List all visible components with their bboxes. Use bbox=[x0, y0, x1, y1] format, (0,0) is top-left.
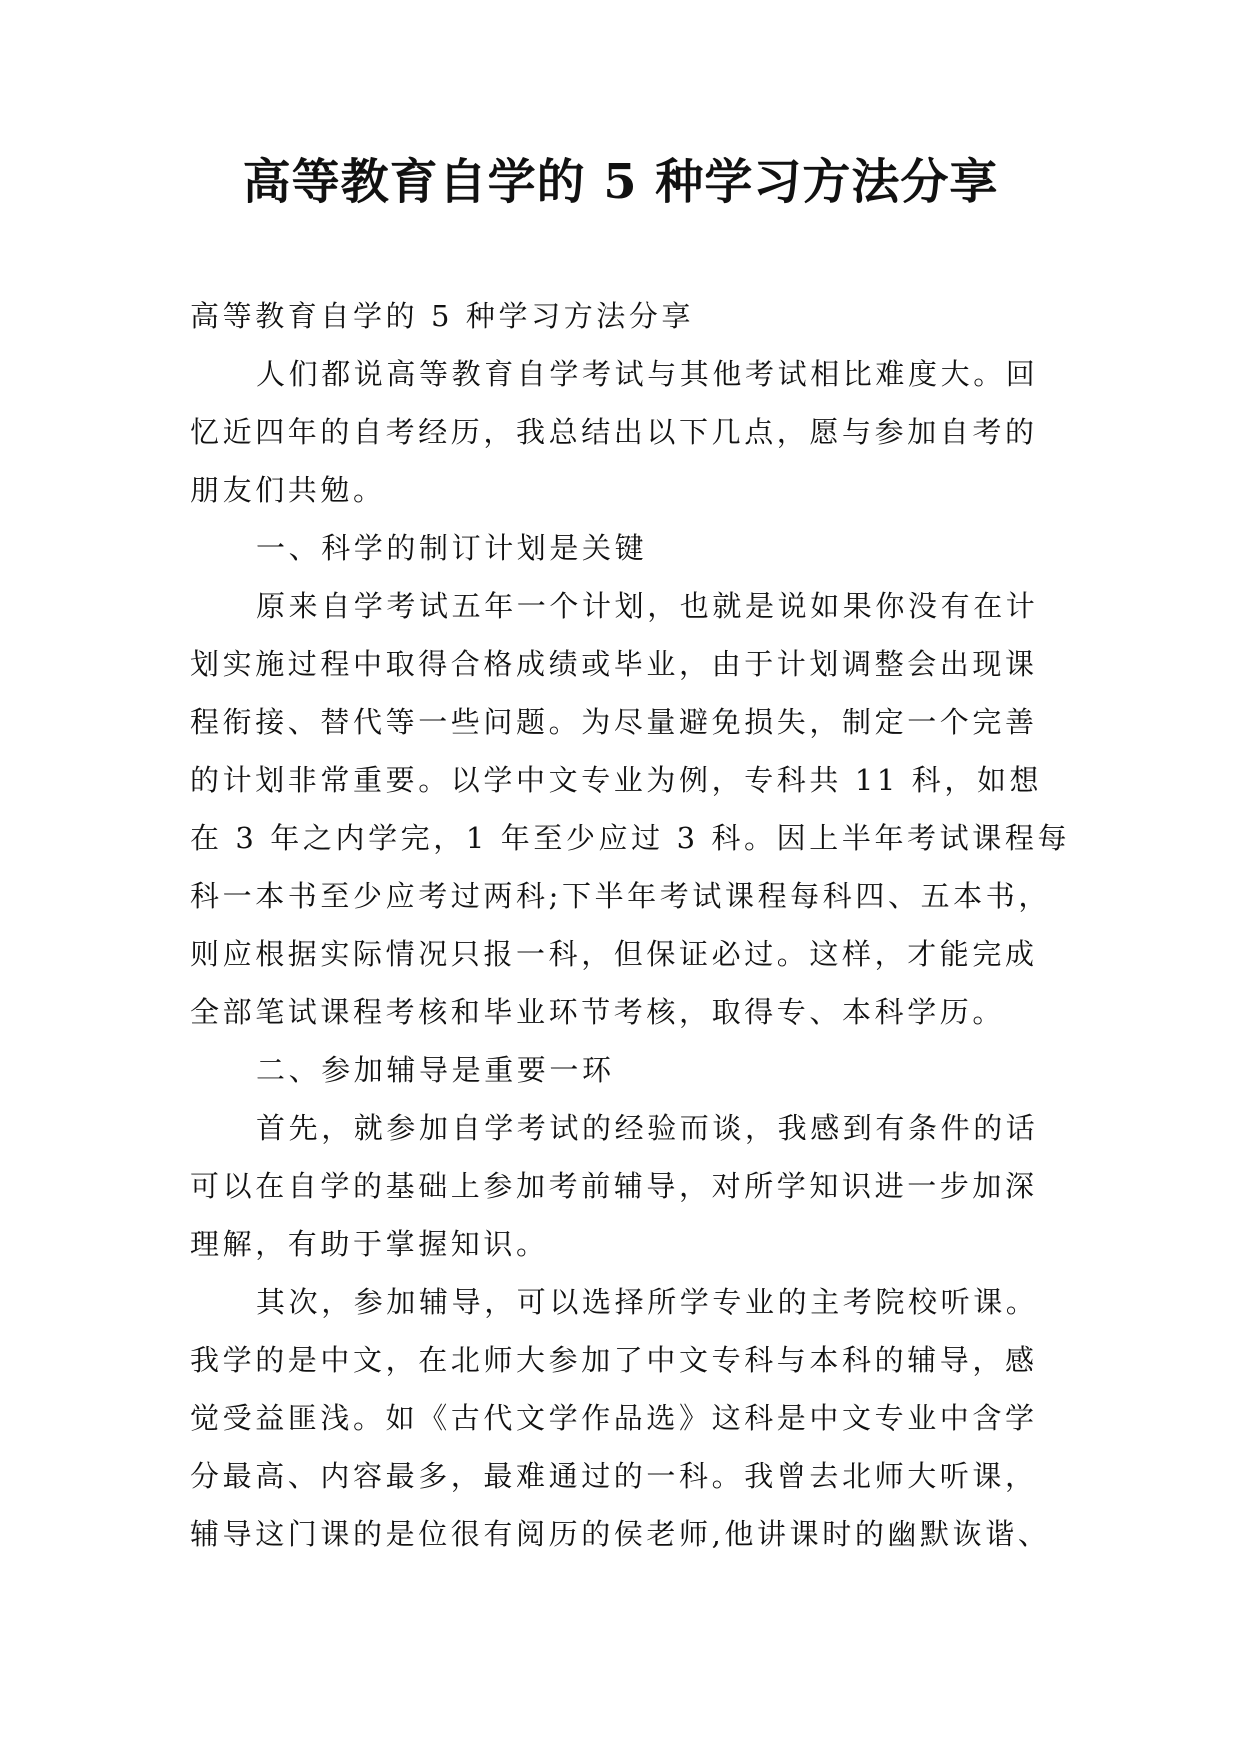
body-line-19: 觉受益匪浅。如《古代文学作品选》这科是中文专业中含学 bbox=[190, 1401, 1038, 1435]
body-line-20: 分最高、内容最多，最难通过的一科。我曾去北师大听课， bbox=[190, 1459, 1038, 1493]
body-line-16: 理解，有助于掌握知识。 bbox=[190, 1227, 549, 1261]
body-line-subtitle: 高等教育自学的 5 种学习方法分享 bbox=[190, 299, 695, 333]
body-line-2: 忆近四年的自考经历，我总结出以下几点，愿与参加自考的 bbox=[190, 415, 1038, 449]
document-title: 高等教育自学的 5 种学习方法分享 bbox=[242, 154, 999, 210]
body-line-18: 我学的是中文，在北师大参加了中文专科与本科的辅导，感 bbox=[190, 1343, 1038, 1377]
body-line-12: 全部笔试课程考核和毕业环节考核，取得专、本科学历。 bbox=[190, 995, 1006, 1029]
body-line-8: 的计划非常重要。以学中文专业为例，专科共 11 科，如想 bbox=[190, 763, 1043, 797]
body-line-21: 辅导这门课的是位很有阅历的侯老师,他讲课时的幽默诙谐、 bbox=[190, 1517, 1051, 1551]
document-body bbox=[190, 287, 1071, 1563]
body-line-17: 其次，参加辅导，可以选择所学专业的主考院校听课。 bbox=[256, 1285, 1039, 1319]
body-line-6: 划实施过程中取得合格成绩或毕业，由于计划调整会出现课 bbox=[190, 647, 1038, 681]
section-heading-2: 二、参加辅导是重要一环 bbox=[256, 1053, 615, 1087]
body-line-10: 科一本书至少应考过两科;下半年考试课程每科四、五本书， bbox=[190, 879, 1051, 913]
body-line-1: 人们都说高等教育自学考试与其他考试相比难度大。回 bbox=[256, 357, 1039, 391]
body-line-14: 首先，就参加自学考试的经验而谈，我感到有条件的话 bbox=[256, 1111, 1039, 1145]
body-line-15: 可以在自学的基础上参加考前辅导，对所学知识进一步加深 bbox=[190, 1169, 1038, 1203]
body-line-11: 则应根据实际情况只报一科，但保证必过。这样，才能完成 bbox=[190, 937, 1038, 971]
body-line-5: 原来自学考试五年一个计划，也就是说如果你没有在计 bbox=[256, 589, 1039, 623]
section-heading-1: 一、科学的制订计划是关键 bbox=[256, 531, 648, 565]
body-line-7: 程衔接、替代等一些问题。为尽量避免损失，制定一个完善 bbox=[190, 705, 1038, 739]
body-line-9: 在 3 年之内学完，1 年至少应过 3 科。因上半年考试课程每 bbox=[190, 821, 1071, 855]
body-line-3: 朋友们共勉。 bbox=[190, 473, 386, 507]
